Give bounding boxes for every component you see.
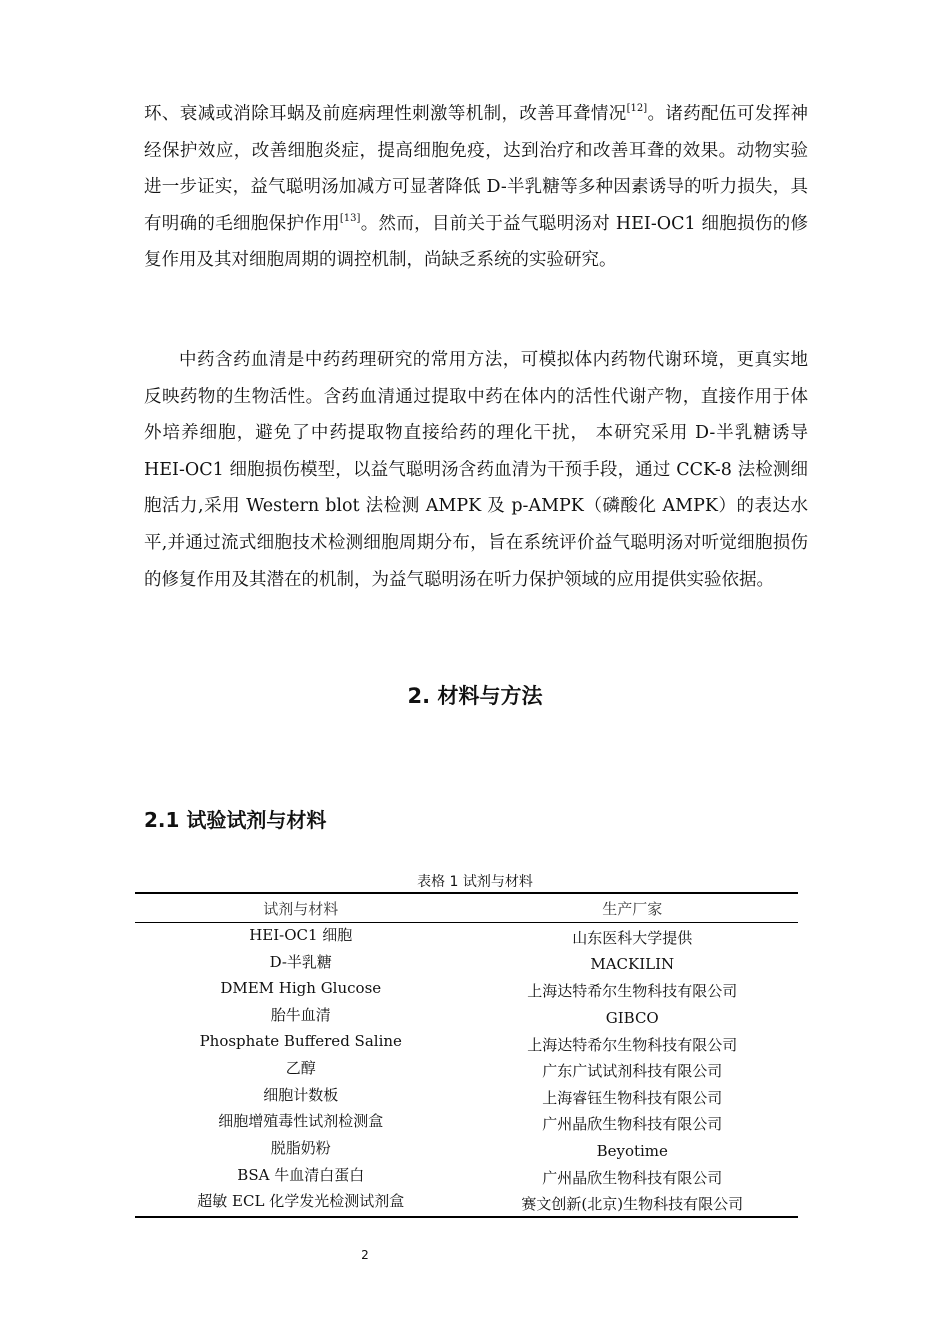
table-cell-manufacturer: MACKILIN	[590, 955, 675, 974]
table-cell-reagent: BSA 牛血清白蛋白	[237, 1165, 365, 1184]
column-header: 生产厂家	[602, 899, 663, 918]
table-cell-reagent: 乙醇	[285, 1059, 316, 1078]
table-cell-manufacturer: 广州晶欣生物科技有限公司	[542, 1115, 723, 1134]
table-row	[135, 1136, 798, 1163]
table-row	[135, 1003, 798, 1030]
table-row	[135, 1189, 798, 1216]
page-number: 2	[361, 1248, 369, 1262]
table-row	[135, 1109, 798, 1136]
paragraph-intro-continued	[144, 96, 808, 279]
table-cell-reagent: 超敏 ECL 化学发光检测试剂盒	[197, 1192, 405, 1211]
paragraph-text: 环、衰减或消除耳蜗及前庭病理性刺激等机制，改善耳聋情况	[144, 104, 627, 124]
table-cell-reagent: 脱脂奶粉	[270, 1139, 331, 1158]
table-cell-reagent: D-半乳糖	[269, 952, 332, 971]
table-row	[135, 976, 798, 1003]
table-cell-reagent: DMEM High Glucose	[220, 978, 382, 997]
table-cell-manufacturer: 上海睿钰生物科技有限公司	[542, 1088, 723, 1107]
subsection-heading: 2.1 试验试剂与材料	[144, 808, 327, 832]
table-cell-reagent: 细胞增殖毒性试剂检测盒	[218, 1112, 384, 1131]
table-cell-manufacturer: 上海达特希尔生物科技有限公司	[527, 1035, 738, 1054]
citation-ref: [13]	[339, 212, 361, 224]
paragraph-text: 。诸药配伍可发挥神经保护效应，改善细胞炎症，提高细胞免疫，达到治疗和改善耳聋的效果。动物实验进一步证实，益气聪明汤加减方可显著降低 D-半乳糖等多种因素诱导的听力损失，具有明确的毛细胞保护作用	[144, 104, 809, 234]
section-heading: 2. 材料与方法	[407, 684, 543, 708]
table-cell-reagent: 胎牛血清	[270, 1006, 331, 1025]
table-cell-manufacturer: 山东医科大学提供	[572, 929, 693, 948]
table-row	[135, 1056, 798, 1083]
table-cell-reagent: HEI-OC1 细胞	[249, 926, 353, 945]
table-cell-manufacturer: Beyotime	[596, 1141, 668, 1160]
table-cell-manufacturer: GIBCO	[605, 1008, 659, 1027]
paragraph-text: 。然而，目前关于益气聪明汤对 HEI-OC1 细胞损伤的修复作用及其对细胞周期的调控机制，尚缺乏系统的实验研究。	[144, 213, 809, 271]
table-caption: 表格 1 试剂与材料	[417, 874, 533, 890]
table-row	[135, 1029, 798, 1056]
table-row	[135, 950, 798, 977]
reagents-table	[135, 892, 798, 1218]
citation-ref: [12]	[626, 103, 648, 114]
paragraph-study-design: 中药含药血清是中药药理研究的常用方法，可模拟体内药物代谢环境，更真实地反映药物的生物活性。含药血清通过提取中药在体内的活性代谢产物，直接作用于体外培养细胞，避免了中药提取物直接给药的理化干扰， 本研究采用 D-半乳糖诱导 HEI-OC1 细胞损伤模型，以益气聪明汤含药血清为干预手段，通过 CCK-8 法检测细胞活力,采用 Western blot 法检测 AMPK 及 p-AMPK（磷酸化 AMPK）的表达水平,并通过流式细胞技术检测细胞周期分布，旨在系统评价益气聪明汤对听觉细胞损伤的修复作用及其潜在的机制，为益气聪明汤在听力保护领域的应用提供实验依据。	[144, 350, 808, 590]
table-cell-manufacturer: 赛文创新(北京)生物科技有限公司	[521, 1195, 744, 1214]
table-cell-manufacturer: 上海达特希尔生物科技有限公司	[527, 982, 738, 1001]
table-row	[135, 1083, 798, 1110]
table-row	[135, 923, 798, 950]
column-header: 试剂与材料	[263, 899, 339, 918]
table-cell-reagent: Phosphate Buffered Saline	[199, 1032, 402, 1051]
table-cell-manufacturer: 广东广试试剂科技有限公司	[542, 1062, 723, 1081]
table-row	[135, 1162, 798, 1189]
table-cell-reagent: 细胞计数板	[263, 1085, 339, 1104]
table-header-row	[135, 894, 798, 923]
table-cell-manufacturer: 广州晶欣生物科技有限公司	[542, 1168, 723, 1187]
